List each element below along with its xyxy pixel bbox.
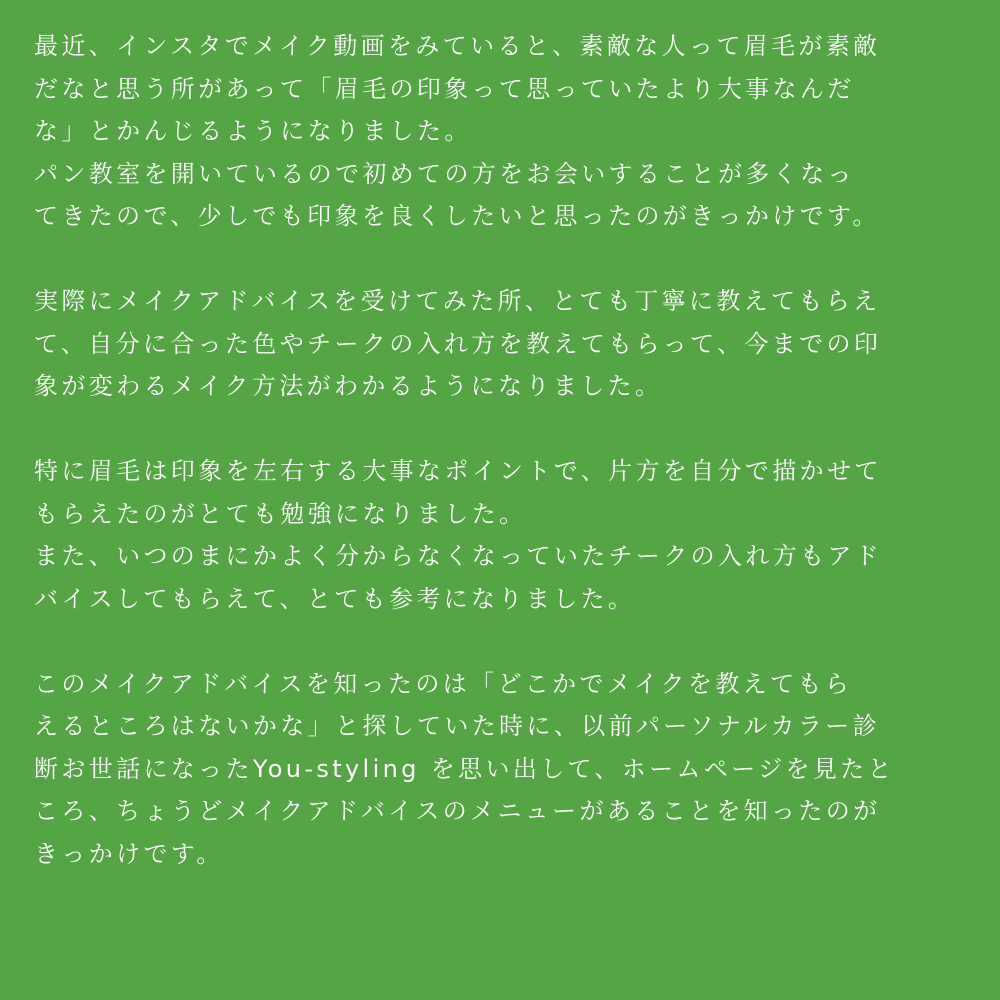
paragraph bbox=[34, 280, 966, 408]
paragraph bbox=[34, 25, 966, 238]
text-line: 特に眉毛は印象を左右する大事なポイントで、片方を自分で描かせて bbox=[34, 457, 882, 485]
text-line: きっかけです。 bbox=[34, 839, 224, 868]
text-line: もらえたのがとても勉強になりました。 bbox=[34, 499, 527, 528]
text-line: ころ、ちょうどメイクアドバイスのメニューがあることを知ったのが bbox=[34, 797, 881, 825]
text-line: また、いつのまにかよく分からなくなっていたチークの入れ方もアド bbox=[34, 542, 883, 570]
paragraph-spacer bbox=[34, 620, 966, 663]
text-line: このメイクアドバイスを知ったのは「どこかでメイクを教えてもら bbox=[34, 669, 853, 698]
text-line: バイスしてもらえて、とても参考になりました。 bbox=[34, 584, 636, 613]
text-line: パン教室を開いているので初めての方をお会いすることが多くなっ bbox=[34, 159, 855, 188]
text-line: てきたので、少しでも印象を良くしたいと思ったのがきっかけです。 bbox=[34, 202, 880, 230]
testimonial-text bbox=[34, 25, 966, 875]
text-line: だなと思う所があって「眉毛の印象って思っていたより大事なんだ bbox=[34, 74, 855, 103]
paragraph bbox=[34, 450, 966, 620]
text-line: な」とかんじるようになりました。 bbox=[34, 117, 472, 145]
paragraph bbox=[34, 663, 966, 876]
text-line: えるところはないかな」と探していた時に、以前パーソナルカラー診 bbox=[34, 712, 880, 740]
text-line: 実際にメイクアドバイスを受けてみた所、とても丁寧に教えてもらえ bbox=[34, 287, 881, 315]
text-line: 断お世話になったYou-styling を思い出して、ホームページを見たと bbox=[34, 754, 895, 783]
text-line: て、自分に合った色やチークの入れ方を教えてもらって、今までの印 bbox=[34, 329, 882, 358]
text-line: 象が変わるメイク方法がわかるようになりました。 bbox=[34, 372, 663, 400]
paragraph-spacer bbox=[34, 408, 966, 451]
text-line: 最近、インスタでメイク動画をみていると、素敵な人って眉毛が素敵 bbox=[34, 32, 881, 60]
paragraph-spacer bbox=[34, 238, 966, 281]
